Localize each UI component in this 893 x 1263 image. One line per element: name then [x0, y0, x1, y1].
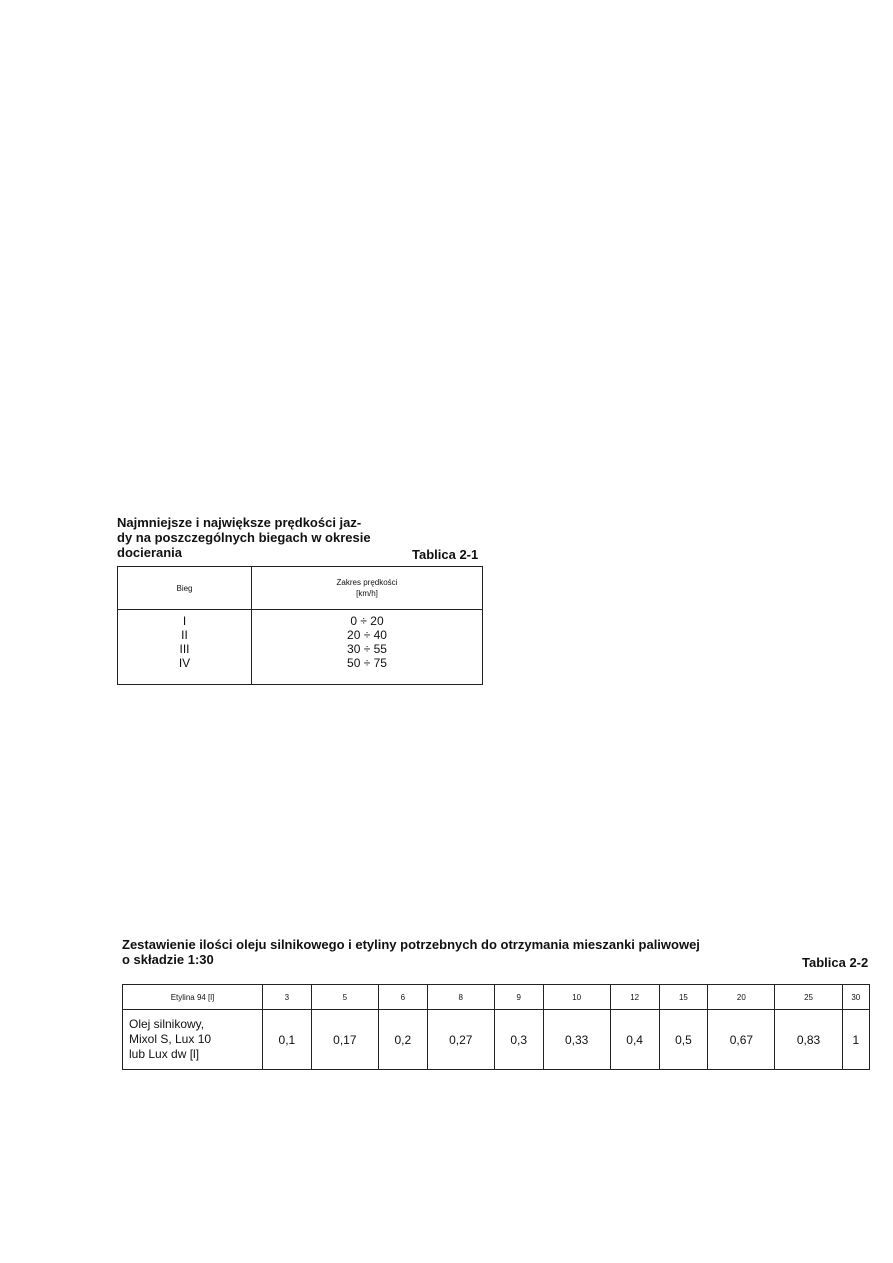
oil-cell: 0,3	[494, 1010, 543, 1070]
oil-cell: 0,4	[610, 1010, 659, 1070]
oil-row-header-line: lub Lux dw [l]	[129, 1047, 200, 1061]
header-gear: Bieg	[118, 567, 252, 610]
speed-column	[252, 610, 483, 685]
header-speed-line: Zakres prędkości	[336, 578, 398, 587]
oil-row-header-line: Olej silnikowy,	[129, 1017, 205, 1031]
fuel-mixture-table	[122, 984, 870, 1070]
petrol-row-header: Etylina 94 [l]	[123, 985, 263, 1010]
gear-cell: III	[179, 642, 190, 656]
gear-cell: I	[182, 614, 187, 628]
petrol-cell: 9	[494, 985, 543, 1010]
table2-title-line: Zestawienie ilości oleju silnikowego i etyliny potrzebnych do otrzymania mieszanki paliwowej	[122, 937, 700, 952]
oil-cell: 0,33	[543, 1010, 610, 1070]
petrol-cell: 3	[263, 985, 312, 1010]
table1-title	[117, 515, 371, 560]
petrol-cell: 20	[708, 985, 775, 1010]
oil-cell: 1	[842, 1010, 869, 1070]
speed-cell: 20 ÷ 40	[347, 628, 387, 642]
header-speed-range	[252, 567, 483, 610]
header-speed-unit: [km/h]	[356, 589, 378, 598]
table2-title	[122, 937, 700, 967]
table2-label: Tablica 2-2	[802, 955, 869, 970]
oil-cell: 0,17	[311, 1010, 378, 1070]
petrol-cell: 12	[610, 985, 659, 1010]
table-row	[118, 610, 483, 685]
gear-column	[118, 610, 252, 685]
table2-title-line: o składzie 1:30	[122, 952, 214, 967]
petrol-row	[123, 985, 870, 1010]
oil-cell: 0,2	[378, 1010, 427, 1070]
petrol-cell: 15	[659, 985, 708, 1010]
oil-row-header-line: Mixol S, Lux 10	[129, 1032, 212, 1046]
speed-cell: 50 ÷ 75	[347, 656, 387, 670]
table1-title-line: docierania	[117, 545, 183, 560]
petrol-cell: 8	[427, 985, 494, 1010]
table1-title-line: Najmniejsze i największe prędkości jaz-	[117, 515, 362, 530]
oil-row	[123, 1010, 870, 1070]
oil-cell: 0,83	[775, 1010, 842, 1070]
petrol-cell: 25	[775, 985, 842, 1010]
table-header-row	[118, 567, 483, 610]
gear-cell: II	[181, 628, 188, 642]
petrol-cell: 6	[378, 985, 427, 1010]
speed-range-table	[117, 566, 483, 685]
oil-cell: 0,1	[263, 1010, 312, 1070]
speed-cell: 0 ÷ 20	[350, 614, 384, 628]
gear-cell: IV	[178, 656, 191, 670]
oil-cell: 0,5	[659, 1010, 708, 1070]
table1-label: Tablica 2-1	[412, 547, 479, 562]
oil-cell: 0,27	[427, 1010, 494, 1070]
oil-row-header	[123, 1010, 263, 1070]
petrol-cell: 30	[842, 985, 869, 1010]
oil-cell: 0,67	[708, 1010, 775, 1070]
petrol-cell: 10	[543, 985, 610, 1010]
table1-title-line: dy na poszczególnych biegach w okresie	[117, 530, 371, 545]
speed-cell: 30 ÷ 55	[347, 642, 387, 656]
petrol-cell: 5	[311, 985, 378, 1010]
